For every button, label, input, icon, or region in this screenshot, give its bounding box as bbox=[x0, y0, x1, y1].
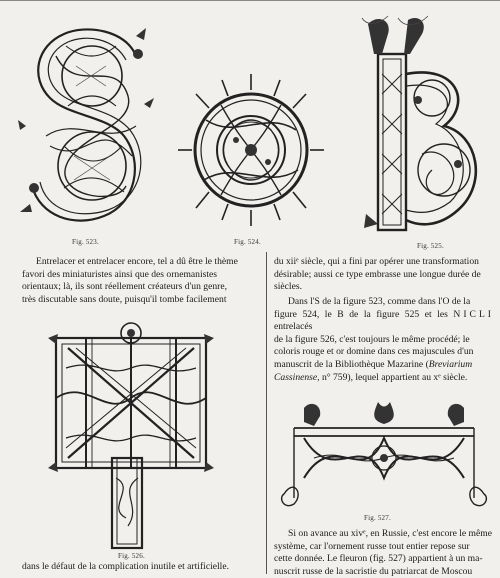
text-line: système, car l'ornement russe tout entier repose sur bbox=[274, 540, 470, 552]
text-span: entrelacés bbox=[274, 321, 313, 333]
text-line: nuscrit russe de la sacristie du patriarcat de Moscou bbox=[274, 565, 473, 577]
text-line: dans le défaut de la complication inutile et artificielle. bbox=[22, 561, 229, 572]
text-line bbox=[274, 359, 494, 372]
left-column-paragraph bbox=[22, 256, 258, 306]
top-edge-rule bbox=[0, 0, 500, 1]
figure-523-s-initial-icon bbox=[16, 16, 166, 238]
text-span: manuscrit de la Bibliothèque Mazarine ( bbox=[274, 358, 429, 370]
text-line: cette donnée. Le fleuron (fig. 527) appartient à un ma- bbox=[274, 553, 483, 565]
column-divider bbox=[266, 252, 267, 574]
right-column-paragraph-1 bbox=[274, 256, 494, 294]
figure-523-caption: Fig. 523. bbox=[72, 238, 99, 246]
text-line: coloris rouge et or domine dans ces majuscules d'un bbox=[274, 346, 474, 358]
text-span: figure 524, le B de la figure 525 et les bbox=[274, 308, 448, 320]
figure-526-caption: Fig. 526. bbox=[118, 552, 145, 560]
figure-524-caption: Fig. 524. bbox=[234, 238, 261, 246]
text-span: , n° 759), lequel appartient au xᵉ siècle. bbox=[317, 371, 468, 383]
text-line: favori des miniaturistes ainsi que des ornemanistes bbox=[22, 268, 218, 280]
left-column-bottom-line bbox=[22, 561, 258, 574]
figure-525-caption: Fig. 525. bbox=[417, 242, 444, 250]
text-line bbox=[274, 309, 494, 334]
text-line: désirable; aussi ce type embrasse une longue durée de bbox=[274, 268, 481, 280]
nicli-letters: NICLI bbox=[453, 308, 494, 320]
text-line: orientaux; là, ils sont réellement créateurs d'un genre, bbox=[22, 281, 227, 293]
figure-527-fleuron-icon bbox=[274, 398, 494, 510]
text-line: de la figure 526, c'est toujours le même procédé; le bbox=[274, 333, 470, 345]
figure-524-o-initial-icon bbox=[176, 70, 326, 228]
text-line: Dans l'S de la figure 523, comme dans l'O de la bbox=[288, 296, 471, 307]
text-line bbox=[274, 372, 494, 385]
right-column-paragraph-2 bbox=[274, 296, 494, 384]
figure-527-caption: Fig. 527. bbox=[364, 514, 391, 522]
figure-526-nicli-initial-icon bbox=[46, 318, 216, 550]
text-line: siècles. bbox=[274, 281, 302, 293]
figure-525-b-initial-icon bbox=[348, 14, 498, 240]
text-line: Si on avance au xivᵉ, en Russie, c'est encore le même bbox=[288, 528, 492, 539]
text-line: Entrelacer et entrelacer encore, tel a dû être le thème bbox=[36, 256, 238, 267]
text-line: très discutable sans doute, puisqu'il tombe facilement bbox=[22, 293, 227, 305]
right-column-paragraph-3 bbox=[274, 528, 494, 578]
breviarium-italic: Breviarium bbox=[428, 358, 473, 370]
cassinense-italic: Cassinense bbox=[274, 371, 318, 383]
text-line: du xiiᵉ siècle, qui a fini par opérer une transformation bbox=[274, 256, 479, 267]
